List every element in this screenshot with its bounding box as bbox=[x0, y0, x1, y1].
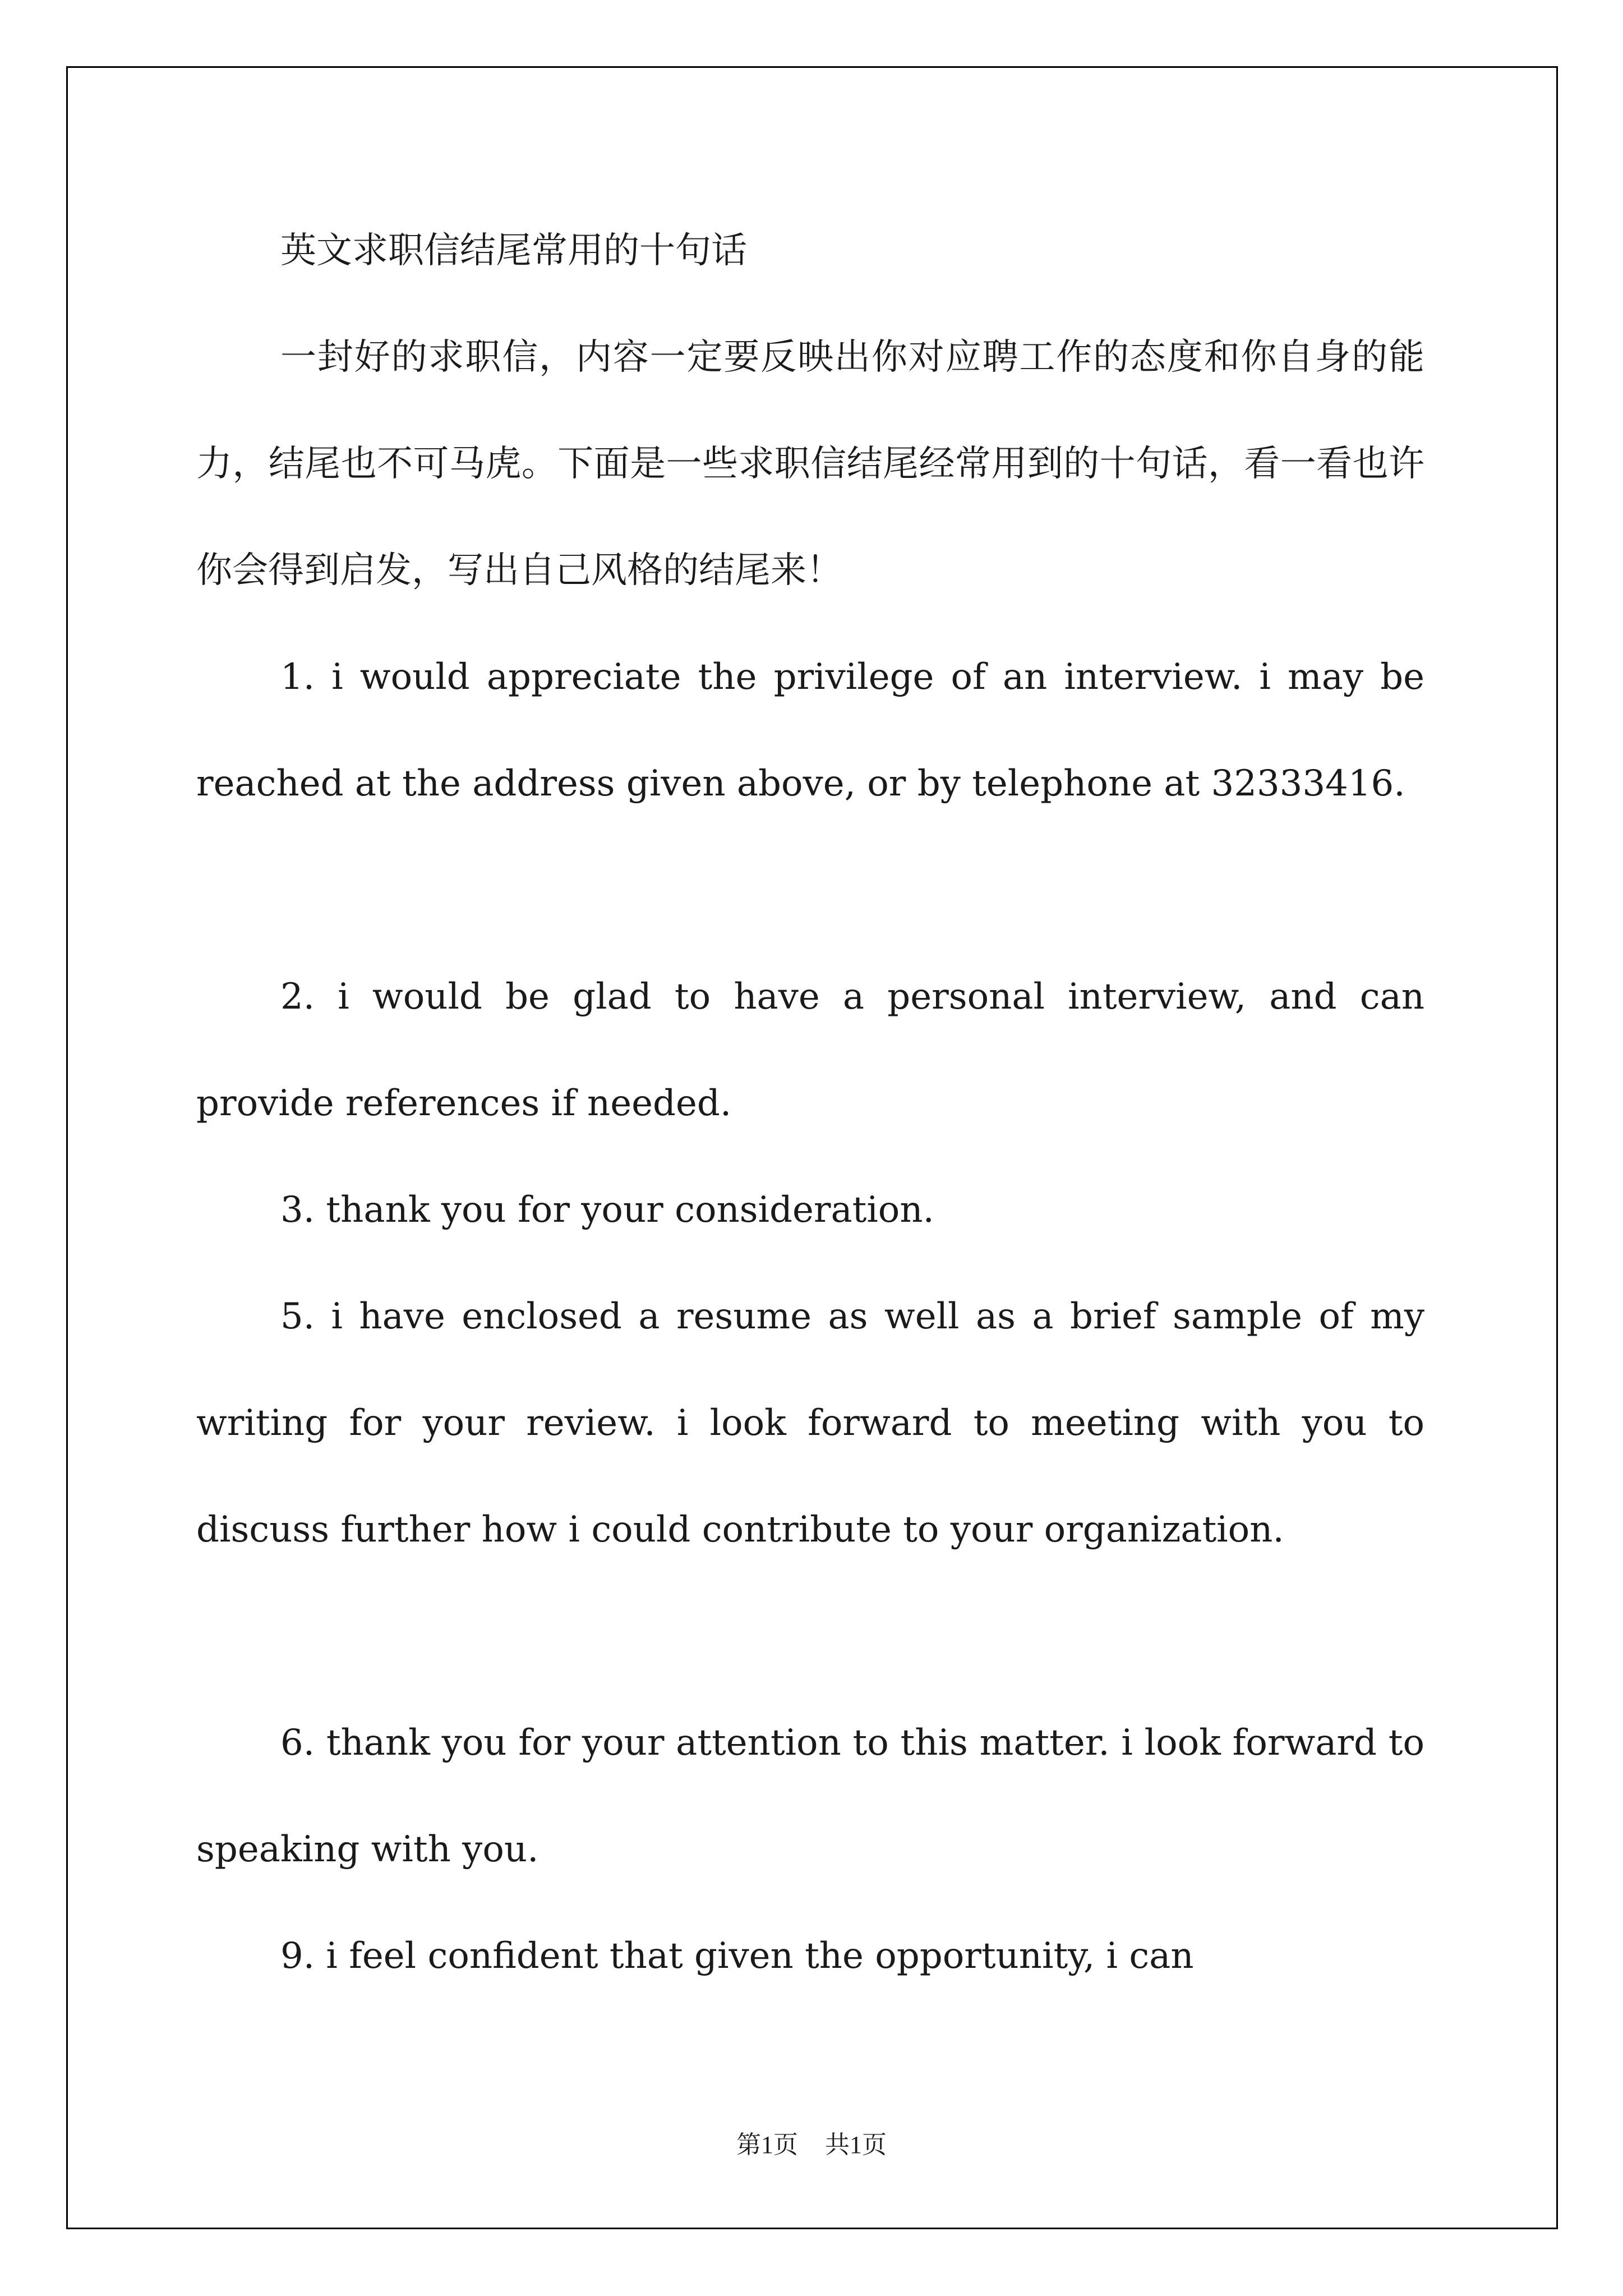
intro-paragraph: 一封好的求职信，内容一定要反映出你对应聘工作的态度和你自身的能力，结尾也不可马虎。下面是一些求职信结尾经常用到的十句话，看一看也许你会得到启发，写出自己风格的结尾来！ bbox=[196, 337, 1424, 591]
list-item: 6. thank you for your attention to this matter. i look forward to speaking with you. bbox=[196, 1722, 1424, 1870]
list-item: 5. i have enclosed a resume as well as a brief sample of my writing for your review. i look forward to meeting with you to discuss further how i could contribute to your organization. bbox=[196, 1296, 1424, 1550]
document-title: 英文求职信结尾常用的十句话 bbox=[280, 230, 747, 272]
list-item: 9. i feel confident that given the opportunity, i can bbox=[280, 1935, 1194, 1977]
page-number-total: 共1页 bbox=[825, 2131, 887, 2159]
list-item: 3. thank you for your consideration. bbox=[280, 1189, 934, 1231]
list-item: 2. i would be glad to have a personal interview, and can provide references if needed. bbox=[196, 976, 1424, 1124]
page-number-current: 第1页 bbox=[736, 2131, 798, 2159]
list-item: 1. i would appreciate the privilege of an interview. i may be reached at the address given above, or by telephone at 32333416. bbox=[196, 656, 1424, 804]
page-footer bbox=[0, 2128, 1623, 2162]
